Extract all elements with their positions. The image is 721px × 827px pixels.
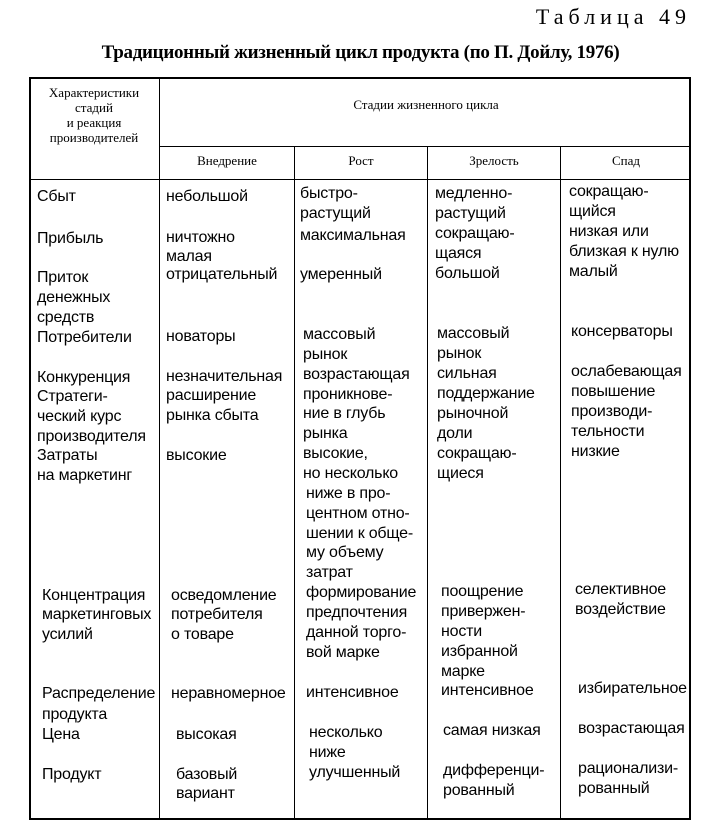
growth-cell: предпочтения (306, 604, 408, 621)
growth-cell: ние в глубь (303, 405, 386, 422)
maturity-cell: поддержание (437, 385, 535, 402)
introduction-cell: отрицательный (166, 266, 278, 283)
row-label: на маркетинг (37, 467, 133, 484)
row-label: Прибыль (37, 230, 104, 247)
growth-cell: рынка (303, 425, 348, 442)
decline-cell: консерваторы (571, 323, 673, 340)
introduction-cell: неравномерное (171, 685, 286, 702)
maturity-cell: сильная (437, 365, 497, 382)
decline-cell: воздействие (575, 601, 666, 618)
column-divider (159, 78, 160, 819)
maturity-cell: щиеся (437, 465, 484, 482)
growth-cell: центном отно- (306, 505, 410, 522)
introduction-cell: расширение (166, 387, 257, 404)
introduction-cell: базовый (176, 766, 238, 783)
growth-cell: ниже в про- (306, 485, 391, 502)
growth-cell: несколько (309, 724, 383, 741)
column-divider (427, 146, 428, 819)
decline-cell: рационализи- (578, 760, 679, 777)
introduction-cell: осведомление (171, 587, 277, 604)
decline-cell: тельности (571, 423, 645, 440)
decline-cell: низкая или (569, 223, 649, 240)
row-label: усилий (42, 626, 93, 643)
maturity-cell: сокращаю- (435, 225, 515, 242)
decline-cell: сокращаю- (569, 183, 649, 200)
decline-cell: рованный (578, 780, 650, 797)
growth-cell: данной торго- (306, 624, 407, 641)
row-label: Сбыт (37, 188, 76, 205)
growth-cell: умеренный (300, 266, 382, 283)
row-label: Стратеги- (37, 388, 108, 405)
row-label: средств (37, 309, 95, 326)
decline-cell: ослабевающая (571, 363, 682, 380)
maturity-cell: самая низкая (443, 722, 541, 739)
maturity-cell: марке (441, 663, 485, 680)
introduction-cell: рынка сбыта (166, 407, 259, 424)
stage-header-decline: Спад (611, 153, 640, 168)
row-label: Цена (42, 726, 80, 743)
maturity-cell: интенсивное (441, 682, 534, 699)
introduction-cell: малая (166, 248, 212, 265)
lifecycle-stages-header: Стадии жизненного цикла (353, 97, 499, 112)
maturity-cell: большой (435, 265, 500, 282)
decline-cell: избирательное (578, 680, 687, 697)
stage-header-introduction: Внедрение (197, 153, 257, 168)
row-label: Приток (37, 269, 89, 286)
row-label: Концентрация (42, 587, 146, 604)
decline-cell: повышение (571, 383, 656, 400)
decline-cell: производи- (571, 403, 653, 420)
maturity-cell: поощрение (441, 583, 524, 600)
decline-cell: малый (569, 263, 618, 280)
growth-cell: быстро- (300, 185, 358, 202)
stage-header-maturity: Зрелость (469, 153, 519, 168)
growth-cell: высокие, (303, 445, 368, 462)
introduction-cell: высокая (176, 726, 237, 743)
header-divider (30, 179, 690, 180)
growth-cell: интенсивное (306, 684, 399, 701)
maturity-cell: медленно- (435, 185, 513, 202)
table-number: Таблица 49 (535, 4, 691, 29)
row-label: Распределение (42, 685, 156, 702)
maturity-cell: щаяся (435, 245, 482, 262)
maturity-cell: доли (437, 425, 473, 442)
introduction-cell: незначительная (166, 368, 283, 385)
row-label: Конкуренция (37, 369, 131, 386)
maturity-cell: ности (441, 623, 483, 640)
maturity-cell: растущий (435, 205, 506, 222)
decline-cell: низкие (571, 443, 620, 460)
characteristics-header: Характеристики стадий и реакция производителей (48, 85, 140, 145)
introduction-cell: новаторы (166, 328, 236, 345)
introduction-cell: ничтожно (166, 229, 235, 246)
growth-cell: ниже (309, 744, 346, 761)
growth-cell: затрат (306, 564, 353, 581)
introduction-cell: вариант (176, 785, 235, 802)
header-divider (160, 146, 690, 147)
column-divider (294, 146, 295, 819)
introduction-cell: о товаре (171, 626, 234, 643)
growth-cell: возрастающая (303, 366, 410, 383)
growth-cell: массовый (303, 326, 376, 343)
decline-cell: возрастающая (578, 720, 685, 737)
maturity-cell: избранной (441, 643, 518, 660)
growth-cell: формирование (306, 584, 417, 601)
maturity-cell: рованный (443, 782, 515, 799)
row-label: маркетинговых (42, 606, 152, 623)
introduction-cell: потребителя (171, 606, 263, 623)
introduction-cell: высокие (166, 447, 227, 464)
row-label: ческий курс (37, 408, 122, 425)
growth-cell: растущий (300, 205, 371, 222)
row-label: продукта (42, 706, 108, 723)
row-label: Потребители (37, 329, 132, 346)
maturity-cell: массовый (437, 325, 510, 342)
maturity-cell: рыночной (437, 405, 509, 422)
row-label: Затраты (37, 447, 98, 464)
row-label: производителя (37, 428, 146, 445)
maturity-cell: дифференци- (443, 762, 545, 779)
table-title: Традиционный жизненный цикл продукта (по П. Дойлу, 1976) (101, 42, 620, 63)
growth-cell: вой марке (306, 644, 380, 661)
maturity-cell: привержен- (441, 603, 526, 620)
growth-cell: рынок (303, 346, 348, 363)
row-label: денежных (37, 289, 111, 306)
row-label: Продукт (42, 766, 102, 783)
maturity-cell: рынок (437, 345, 482, 362)
growth-cell: шении к обще- (306, 525, 414, 542)
growth-cell: улучшенный (309, 764, 401, 781)
maturity-cell: сокращаю- (437, 445, 517, 462)
decline-cell: близкая к нулю (569, 243, 679, 260)
growth-cell: проникнове- (303, 386, 393, 403)
growth-cell: но несколько (303, 465, 398, 482)
introduction-cell: небольшой (166, 188, 248, 205)
growth-cell: му объему (306, 544, 384, 561)
column-divider (560, 146, 561, 819)
stage-header-growth: Рост (348, 153, 374, 168)
decline-cell: селективное (575, 581, 666, 598)
decline-cell: щийся (569, 203, 616, 220)
growth-cell: максимальная (300, 227, 406, 244)
